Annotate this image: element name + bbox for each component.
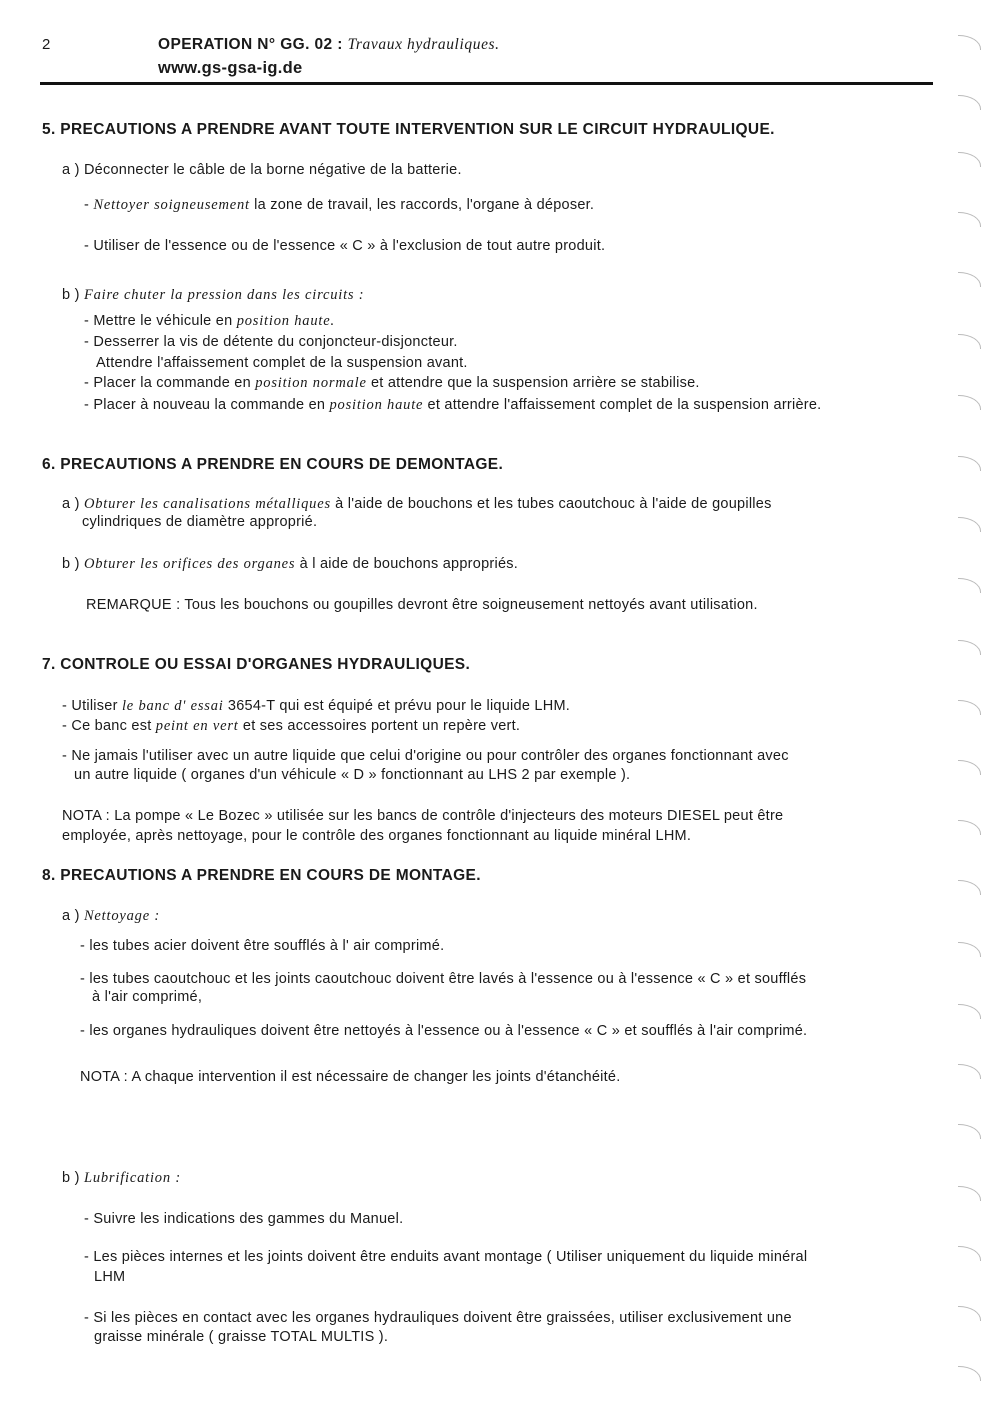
binder-hole-mark [958, 640, 981, 655]
text: et attendre l'affaissement complet de la suspension arrière. [423, 397, 822, 413]
binder-hole-mark [958, 95, 981, 110]
binder-hole-mark [958, 1306, 981, 1321]
s5-item-a-clean [84, 197, 594, 214]
binder-hole-mark [958, 1004, 981, 1019]
emphasis: le banc d' essai [121, 698, 224, 714]
operation-title [158, 36, 500, 54]
operation-subtitle: Travaux hydrauliques. [347, 36, 500, 53]
emphasis: Nettoyer soigneusement [93, 197, 250, 213]
s8-item-a3: - les organes hydrauliques doivent être nettoyés à l'essence ou à l'essence « C » et soufflés à l'air comprimé. [80, 1023, 808, 1039]
text: la zone de travail, les raccords, l'organe à déposer. [249, 197, 595, 213]
s5-item-b3: Attendre l'affaissement complet de la suspension avant. [96, 355, 468, 371]
binder-hole-mark [958, 578, 981, 593]
section-5-title: 5. PRECAUTIONS A PRENDRE AVANT TOUTE INTERVENTION SUR LE CIRCUIT HYDRAULIQUE. [42, 121, 775, 138]
binder-hole-mark [958, 272, 981, 287]
bullet: - [84, 197, 94, 213]
s8-item-b2-cont: LHM [94, 1269, 126, 1285]
s5-item-a: a ) Déconnecter le câble de la borne négative de la batterie. [62, 162, 462, 178]
page-number: 2 [42, 36, 51, 53]
binder-hole-mark [958, 760, 981, 775]
text: - Placer la commande en [84, 375, 256, 391]
s5-item-b5 [84, 397, 821, 414]
website-url: www.gs-gsa-ig.de [158, 59, 303, 77]
emphasis: position normale [255, 375, 367, 391]
binder-hole-mark [958, 1246, 981, 1261]
s8-item-a1: - les tubes acier doivent être soufflés à l' air comprimé. [80, 938, 445, 954]
s5-item-b4 [84, 375, 700, 392]
s7-item-3-cont: un autre liquide ( organes d'un véhicule « D » fonctionnant au LHS 2 par exemple ). [74, 767, 631, 783]
binder-hole-mark [958, 700, 981, 715]
text: - Placer à nouveau la commande en [84, 397, 330, 413]
text: et ses accessoires portent un repère vert. [238, 718, 521, 734]
s5-item-b [62, 287, 364, 304]
s7-item-3: - Ne jamais l'utiliser avec un autre liquide que celui d'origine ou pour contrôler des organes fonctionnant avec [62, 748, 789, 764]
binder-hole-mark [958, 1186, 981, 1201]
s7-item-2 [62, 718, 520, 735]
s5-item-a-essence: - Utiliser de l'essence ou de l'essence « C » à l'exclusion de tout autre produit. [84, 238, 606, 254]
binder-hole-mark [958, 517, 981, 532]
label: a ) [62, 496, 84, 512]
binder-hole-mark [958, 1366, 981, 1381]
emphasis: Obturer les canalisations métalliques [83, 496, 331, 512]
section-8-title: 8. PRECAUTIONS A PRENDRE EN COURS DE MONTAGE. [42, 867, 481, 884]
binder-hole-mark [958, 456, 981, 471]
s8-item-b [62, 1170, 181, 1187]
text: et attendre que la suspension arrière se stabilise. [366, 375, 700, 391]
binder-hole-mark [958, 880, 981, 895]
operation-code: OPERATION N° GG. 02 : [158, 36, 343, 53]
s6-item-a [62, 496, 772, 513]
s6-remark: REMARQUE : Tous les bouchons ou goupilles devront être soigneusement nettoyés avant utilisation. [86, 597, 758, 613]
s5-item-b2: - Desserrer la vis de détente du conjoncteur-disjoncteur. [84, 334, 458, 350]
label: a ) [62, 908, 84, 924]
s8-item-a2-cont: à l'air comprimé, [92, 989, 203, 1005]
s8-item-b2: - Les pièces internes et les joints doivent être enduits avant montage ( Utiliser uniquement du liquide minéral [84, 1249, 808, 1265]
emphasis: Lubrification : [83, 1170, 181, 1186]
s7-item-1 [62, 698, 570, 715]
binder-hole-mark [958, 1124, 981, 1139]
binder-hole-mark [958, 152, 981, 167]
text: - Utiliser [62, 698, 122, 714]
emphasis: Obturer les orifices des organes [83, 556, 296, 572]
text: - Ce banc est [62, 718, 156, 734]
s5-item-b1 [84, 313, 335, 330]
binder-hole-mark [958, 212, 981, 227]
s8-item-b1: - Suivre les indications des gammes du Manuel. [84, 1211, 404, 1227]
binder-hole-mark [958, 820, 981, 835]
header-divider [40, 82, 933, 85]
section-7-title: 7. CONTROLE OU ESSAI D'ORGANES HYDRAULIQUES. [42, 656, 471, 673]
section-6-title: 6. PRECAUTIONS A PRENDRE EN COURS DE DEMONTAGE. [42, 456, 504, 473]
binder-hole-mark [958, 395, 981, 410]
emphasis: position haute. [236, 313, 335, 329]
emphasis: peint en vert [155, 718, 239, 734]
label: b ) [62, 1170, 84, 1186]
s6-item-a-cont: cylindriques de diamètre approprié. [82, 514, 318, 530]
text: - Mettre le véhicule en [84, 313, 237, 329]
binder-hole-mark [958, 1064, 981, 1079]
emphasis: Nettoyage : [83, 908, 160, 924]
s8-nota: NOTA : A chaque intervention il est nécessaire de changer les joints d'étanchéité. [80, 1069, 621, 1085]
emphasis: Faire chuter la pression dans les circuits : [83, 287, 365, 303]
s7-nota: NOTA : La pompe « Le Bozec » utilisée sur les bancs de contrôle d'injecteurs des moteurs DIESEL peut être [62, 808, 784, 824]
s8-item-b3: - Si les pièces en contact avec les organes hydrauliques doivent être graissées, utiliser exclusivement une [84, 1310, 792, 1326]
binder-hole-mark [958, 334, 981, 349]
s7-nota-cont: employée, après nettoyage, pour le contrôle des organes fonctionnant au liquide minéral LHM. [62, 828, 692, 844]
emphasis: position haute [329, 397, 424, 413]
label: b ) [62, 556, 84, 572]
s6-item-b [62, 556, 518, 573]
text: à l'aide de bouchons et les tubes caoutchouc à l'aide de goupilles [330, 496, 772, 512]
text: à l aide de bouchons appropriés. [295, 556, 519, 572]
text: 3654-T qui est équipé et prévu pour le liquide LHM. [223, 698, 571, 714]
binder-hole-mark [958, 942, 981, 957]
label: b ) [62, 287, 84, 303]
binder-hole-mark [958, 35, 981, 50]
s8-item-a [62, 908, 160, 925]
s8-item-b3-cont: graisse minérale ( graisse TOTAL MULTIS ). [94, 1329, 389, 1345]
s8-item-a2: - les tubes caoutchouc et les joints caoutchouc doivent être lavés à l'essence ou à l'essence « C » et soufflés [80, 971, 807, 987]
